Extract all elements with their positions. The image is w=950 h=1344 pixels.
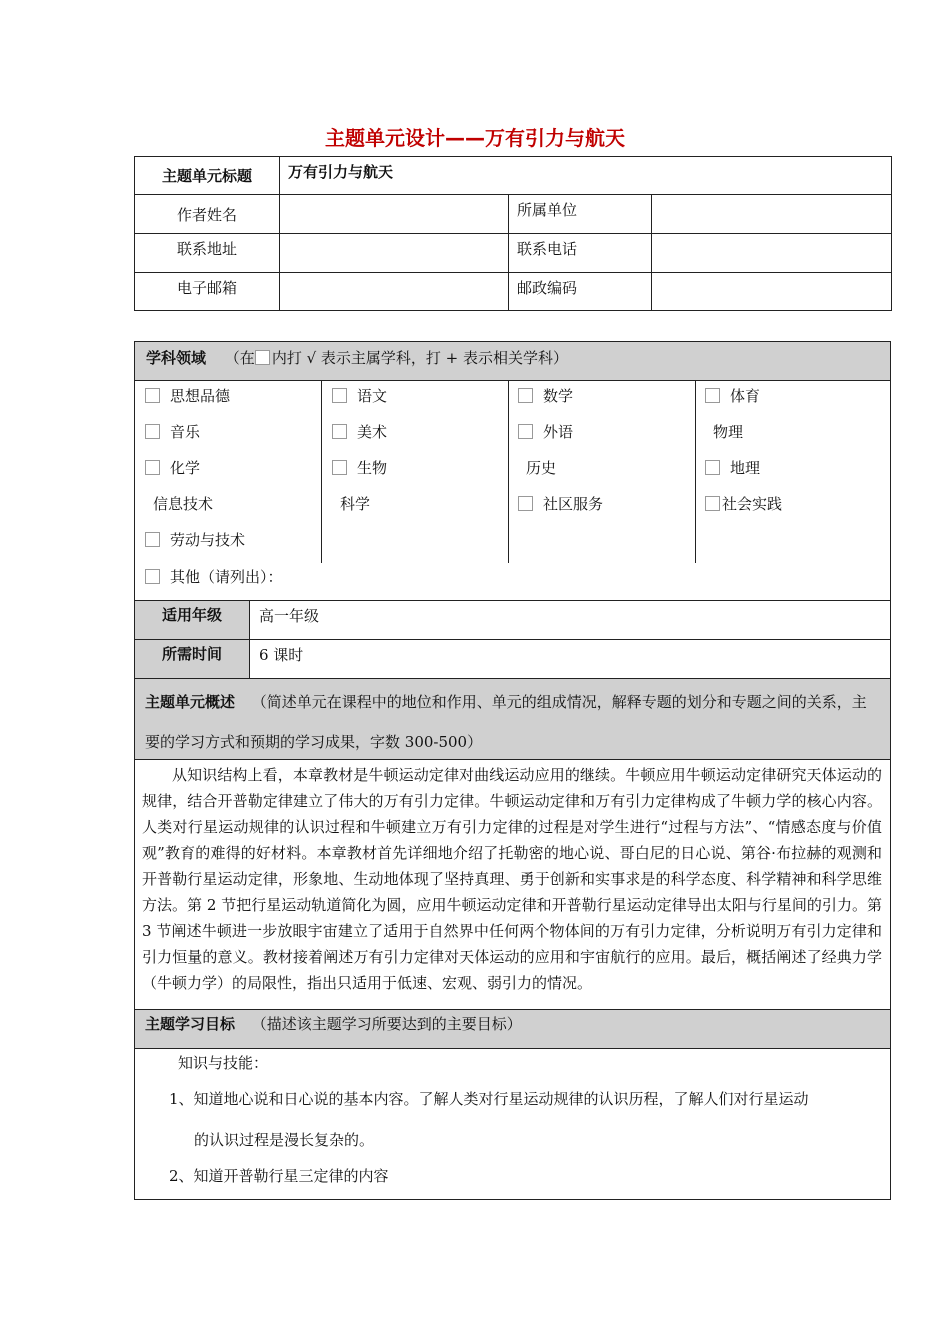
overview-hint: （简述单元在课程中的地位和作用、单元的组成情况，解释专题的划分和专题之间的关系，主要的学习方式和预期的学习成果，字数 300-500） <box>145 693 867 751</box>
subject-item-lishi[interactable]: 历史 <box>526 459 557 477</box>
subject-item-shuxue[interactable]: 数学 <box>518 385 573 406</box>
subject-hint-after: 内打 √ 表示主属学科，打 + 表示相关学科） <box>271 349 569 367</box>
checkbox-icon[interactable] <box>145 388 160 403</box>
grade-value[interactable]: 高一年级 <box>259 607 320 625</box>
subject-item-shengwu[interactable]: 生物 <box>332 457 387 478</box>
org-value[interactable] <box>652 195 892 234</box>
checkbox-icon[interactable] <box>332 424 347 439</box>
subject-item-yuwen[interactable]: 语文 <box>332 385 387 406</box>
subject-item-sixiangpinde[interactable]: 思想品德 <box>145 385 230 406</box>
checkbox-icon[interactable] <box>332 388 347 403</box>
address-label: 联系地址 <box>135 234 280 273</box>
subject-hint-before: （在 <box>224 349 255 367</box>
goals-header <box>135 1010 890 1048</box>
subject-col-divider <box>695 381 696 563</box>
author-label: 作者姓名 <box>135 195 280 234</box>
row-divider <box>134 1048 891 1049</box>
goal-item-1: 1、知道地心说和日心说的基本内容。了解人类对行星运动规律的认识历程，了解人们对行星运动 <box>169 1090 809 1108</box>
unit-title-label: 主题单元标题 <box>135 157 280 195</box>
row-divider <box>134 759 891 760</box>
checkbox-icon[interactable] <box>705 496 720 511</box>
email-label: 电子邮箱 <box>135 273 280 311</box>
time-label: 所需时间 <box>135 640 249 678</box>
checkbox-icon[interactable] <box>518 496 533 511</box>
goals-heading: 知识与技能： <box>178 1054 269 1072</box>
checkbox-icon[interactable] <box>518 424 533 439</box>
goals-label: 主题学习目标 <box>145 1015 236 1033</box>
unit-title-value[interactable]: 万有引力与航天 <box>280 157 892 195</box>
goal-item-2: 2、知道开普勒行星三定律的内容 <box>169 1167 389 1185</box>
subject-item-kexue[interactable]: 科学 <box>340 495 371 513</box>
postcode-value[interactable] <box>652 273 892 311</box>
checkbox-icon[interactable] <box>145 424 160 439</box>
subject-item-laodong[interactable]: 劳动与技术 <box>145 529 245 550</box>
phone-label: 联系电话 <box>509 234 652 273</box>
subject-item-shehuishijian[interactable]: 社会实践 <box>705 493 782 514</box>
postcode-label: 邮政编码 <box>509 273 652 311</box>
overview-label: 主题单元概述 <box>145 693 236 711</box>
phone-value[interactable] <box>652 234 892 273</box>
checkbox-icon[interactable] <box>145 460 160 475</box>
goal-item-1-cont: 的认识过程是漫长复杂的。 <box>194 1131 375 1149</box>
checkbox-icon[interactable] <box>145 569 160 584</box>
subject-col-divider <box>321 381 322 563</box>
subject-item-shequfuwu[interactable]: 社区服务 <box>518 493 603 514</box>
subject-item-meishu[interactable]: 美术 <box>332 421 387 442</box>
subject-item-yinyue[interactable]: 音乐 <box>145 421 200 442</box>
author-value[interactable] <box>280 195 509 234</box>
checkbox-icon[interactable] <box>705 388 720 403</box>
subject-item-other[interactable]: 其他（请列出）： <box>145 566 283 587</box>
checkbox-icon[interactable] <box>145 532 160 547</box>
info-table <box>134 156 892 311</box>
email-value[interactable] <box>280 273 509 311</box>
subject-item-waiyu[interactable]: 外语 <box>518 421 573 442</box>
subject-item-tiyu[interactable]: 体育 <box>705 385 760 406</box>
checkbox-icon[interactable] <box>332 460 347 475</box>
subject-item-huaxue[interactable]: 化学 <box>145 457 200 478</box>
time-value[interactable]: 6 课时 <box>259 646 304 664</box>
overview-header <box>135 679 890 759</box>
goals-hint: （描述该主题学习所要达到的主要目标） <box>251 1015 522 1033</box>
subject-col-divider <box>508 381 509 563</box>
subject-item-xinxijishu[interactable]: 信息技术 <box>153 495 214 513</box>
checkbox-sample-icon <box>255 350 270 365</box>
grade-label: 适用年级 <box>135 601 249 639</box>
subject-item-wuli[interactable]: 物理 <box>713 423 744 441</box>
checkbox-icon[interactable] <box>705 460 720 475</box>
page-title: 主题单元设计——万有引力与航天 <box>325 126 625 150</box>
subject-header <box>135 342 890 381</box>
overview-text: 从知识结构上看，本章教材是牛顿运动定律对曲线运动应用的继续。牛顿应用牛顿运动定律研究天体运动的规律，结合开普勒定律建立了伟大的万有引力定律。牛顿运动定律和万有引力定律构成了牛顿力学的核心内容。人类对行星运动规律的认识过程和牛顿建立万有引力定律的过程是对学生进行“过程与方法”、“情感态度与价值观”教育的难得的好材料。本章教材首先详细地介绍了托勒密的地心说、哥白尼的日心说、第谷·布拉赫的观测和开普勒行星运动定律，形象地、生动地体现了坚持真理、勇于创新和实事求是的科学态度、科学精神和科学思维方法。第 2 节把行星运动轨道简化为圆，应用牛顿运动定律和开普勒行星运动定律导出太阳与行星间的引力。第 3 节阐述牛顿进一步放眼宇宙建立了适用于自然界中任何两个物体间的万有引力定律，分析说明万有引力定律和引力恒量的意义。教材接着阐述万有引力定律对天体运动的应用和宇宙航行的应用。最后，概括阐述了经典力学（牛顿力学）的局限性，指出只适用于低速、宏观、弱引力的情况。 <box>142 766 882 992</box>
address-value[interactable] <box>280 234 509 273</box>
org-label: 所属单位 <box>509 195 652 234</box>
subject-item-dili[interactable]: 地理 <box>705 457 760 478</box>
subject-label: 学科领域 <box>146 349 207 367</box>
checkbox-icon[interactable] <box>518 388 533 403</box>
